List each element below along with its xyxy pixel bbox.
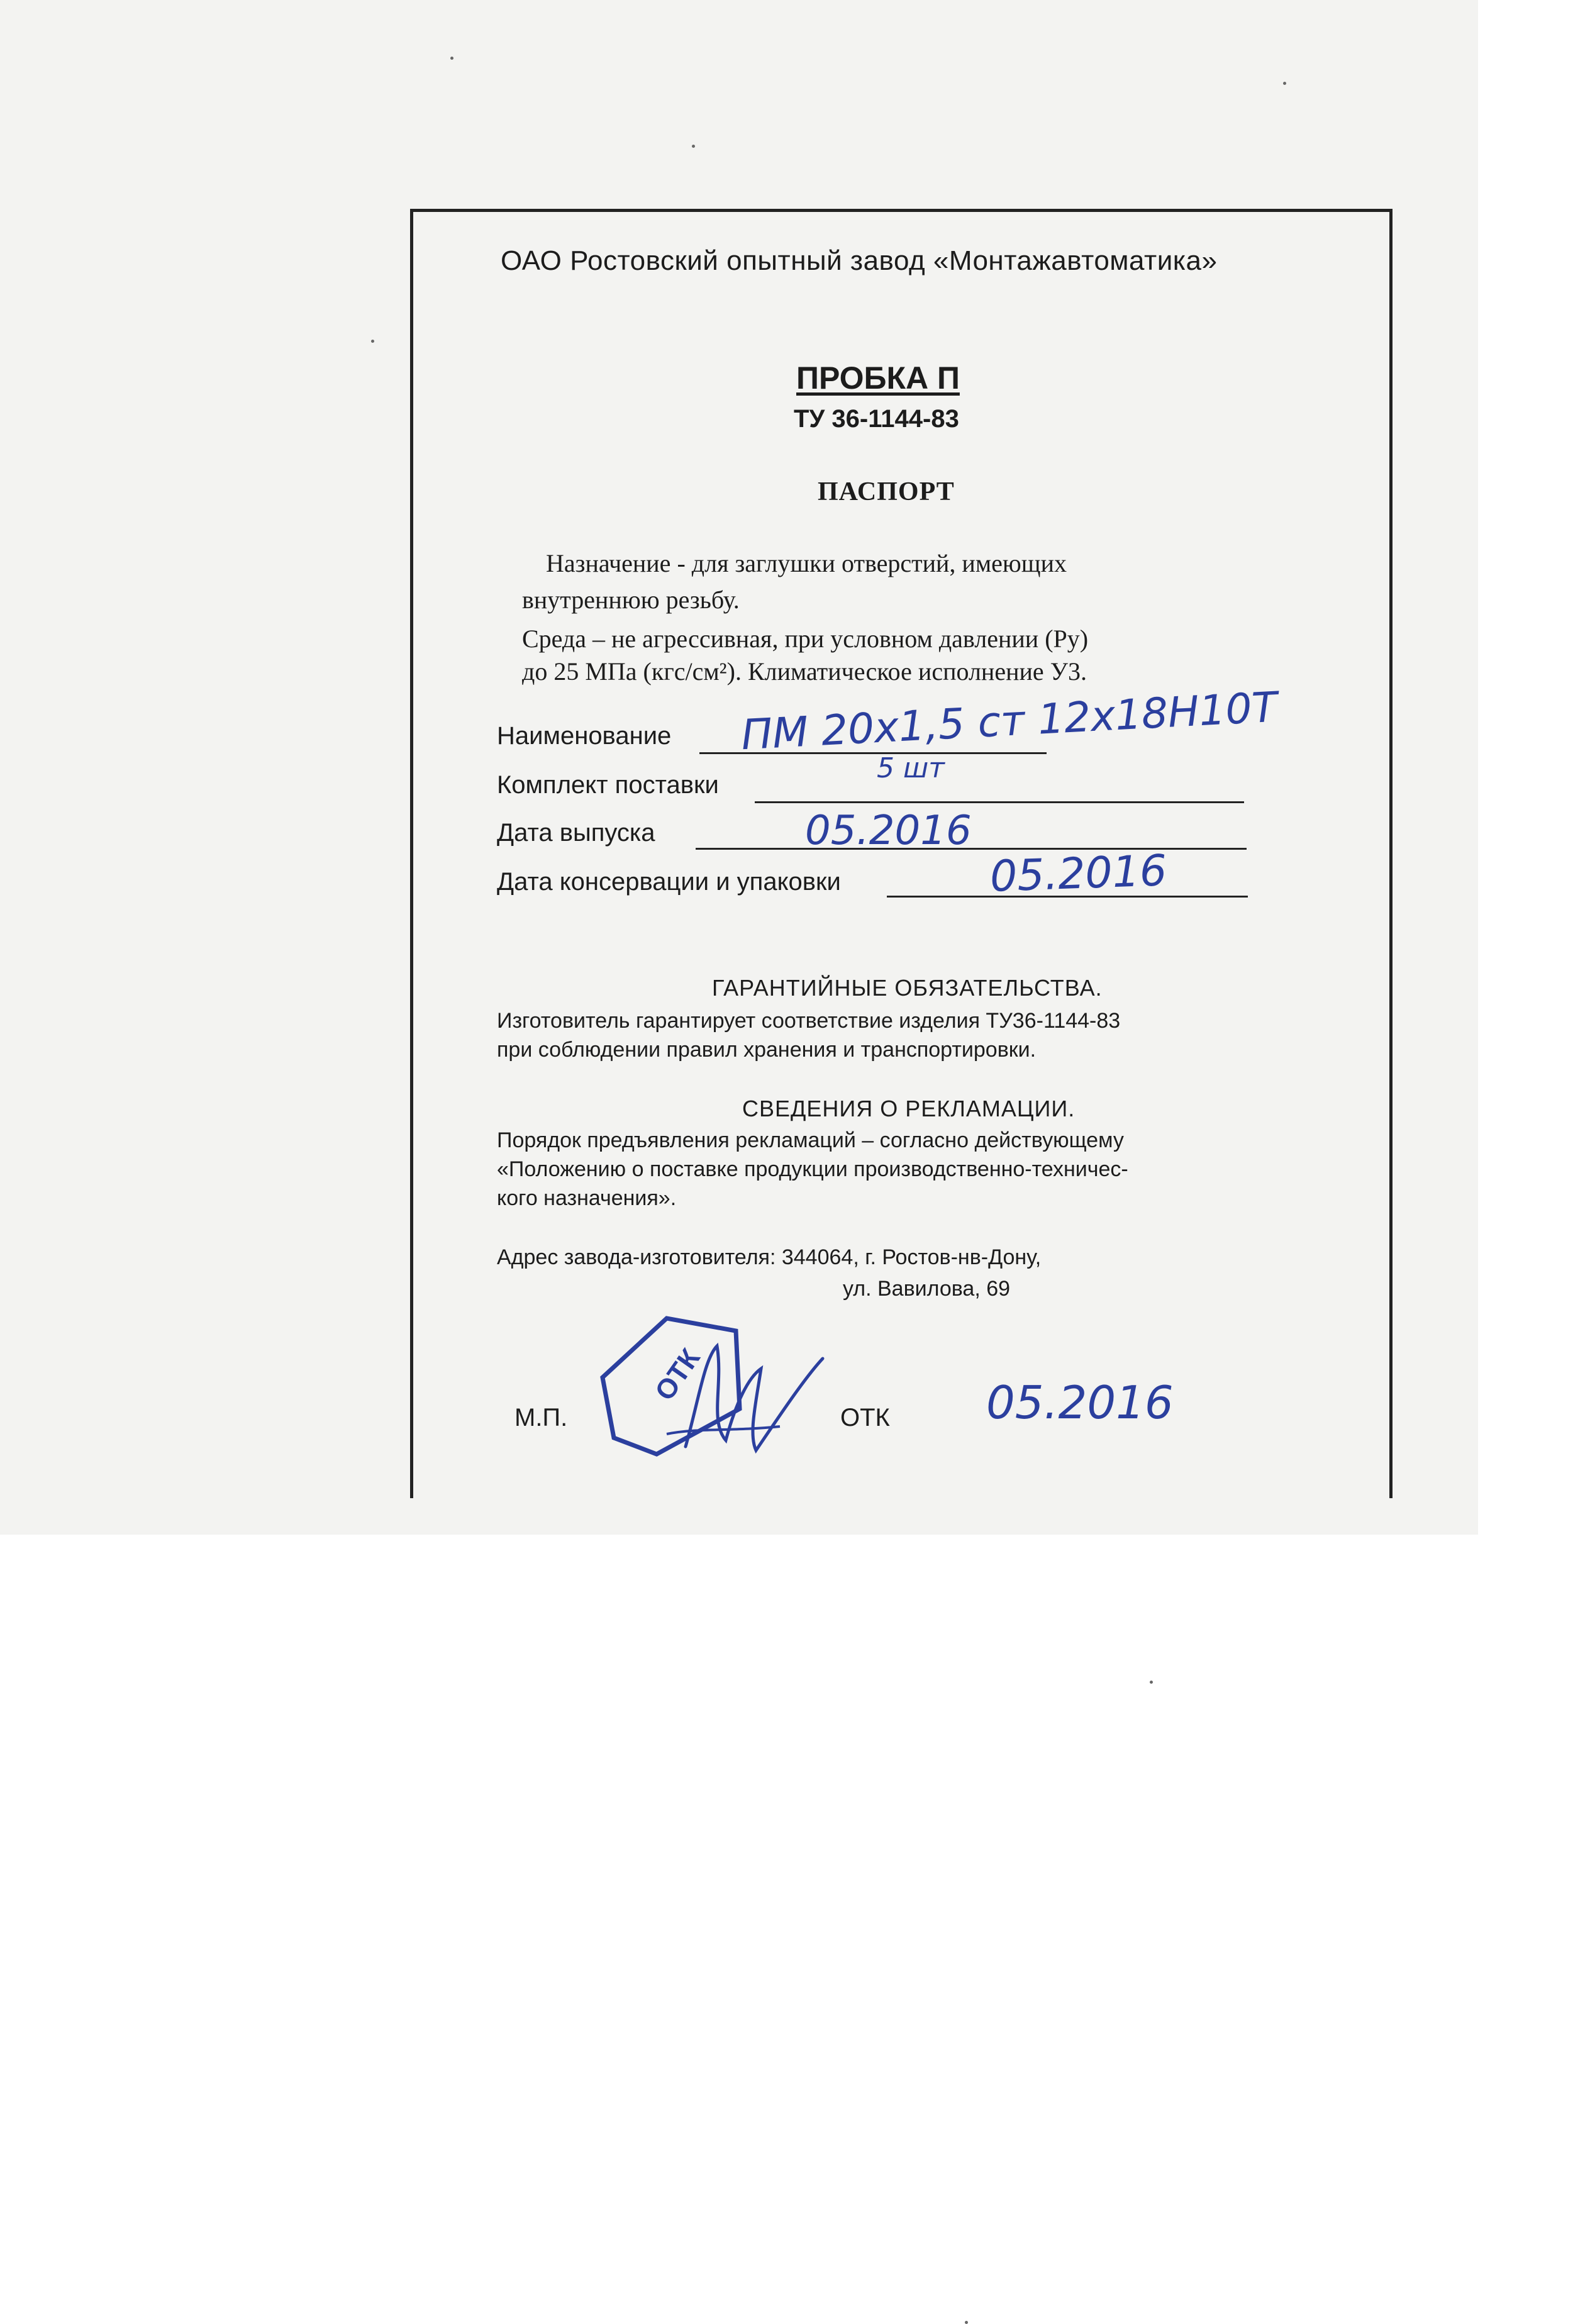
scan-speck	[371, 340, 374, 343]
kit-label: Комплект поставки	[497, 771, 719, 799]
purpose-line-2: внутреннюю резьбу.	[522, 586, 740, 614]
claims-line-2: «Положению о поставке продукции производственно-техничес-	[497, 1157, 1128, 1181]
spec-number: ТУ 36-1144-83	[794, 405, 959, 433]
warranty-title: ГАРАНТИЙНЫЕ ОБЯЗАТЕЛЬСТВА.	[712, 975, 1103, 1001]
seal-place-label: М.П.	[514, 1404, 568, 1432]
scan-speck	[450, 57, 453, 60]
otk-stamp	[591, 1308, 843, 1472]
scan-speck	[1150, 1681, 1153, 1684]
claims-line-3: кого назначения».	[497, 1186, 677, 1210]
kit-handwritten: 5 шт	[877, 752, 945, 784]
name-handwritten: ПМ 20х1,5 ст 12х18Н10Т	[740, 682, 1279, 760]
release-handwritten: 05.2016	[805, 808, 972, 854]
signature-icon	[686, 1346, 823, 1450]
scan-speck	[692, 145, 695, 148]
otk-date-handwritten: 05.2016	[986, 1376, 1174, 1429]
document-type: ПАСПОРТ	[818, 477, 955, 506]
name-label: Наименование	[497, 722, 672, 750]
kit-line	[755, 801, 1244, 803]
scan-speck	[965, 2321, 968, 2324]
otk-label: ОТК	[840, 1404, 890, 1432]
pack-handwritten: 05.2016	[989, 846, 1168, 902]
product-title: ПРОБКА П	[796, 360, 960, 396]
stamp-text: ОТК	[649, 1343, 706, 1406]
purpose-line-4: до 25 МПа (кгс/см²). Климатическое исполнение У3.	[522, 657, 1087, 686]
warranty-line-1: Изготовитель гарантирует соответствие изделия ТУ36-1144-83	[497, 1009, 1121, 1033]
claims-line-1: Порядок предъявления рекламаций – согласно действующему	[497, 1128, 1124, 1152]
address-line-1: Адрес завода-изготовителя: 344064, г. Ростов-нв-Дону,	[497, 1245, 1042, 1269]
release-label: Дата выпуска	[497, 819, 655, 847]
purpose-line-3: Среда – не агрессивная, при условном давлении (Ру)	[522, 625, 1089, 653]
signature-underline	[667, 1426, 780, 1434]
warranty-line-2: при соблюдении правил хранения и транспортировки.	[497, 1038, 1037, 1062]
claims-title: СВЕДЕНИЯ О РЕКЛАМАЦИИ.	[742, 1096, 1076, 1121]
scan-speck	[1283, 82, 1286, 85]
company-name: ОАО Ростовский опытный завод «Монтажавтоматика»	[501, 245, 1218, 276]
pack-label: Дата консервации и упаковки	[497, 868, 841, 896]
purpose-line-1: Назначение - для заглушки отверстий, имеющих	[546, 549, 1067, 577]
address-line-2: ул. Вавилова, 69	[843, 1277, 1011, 1301]
